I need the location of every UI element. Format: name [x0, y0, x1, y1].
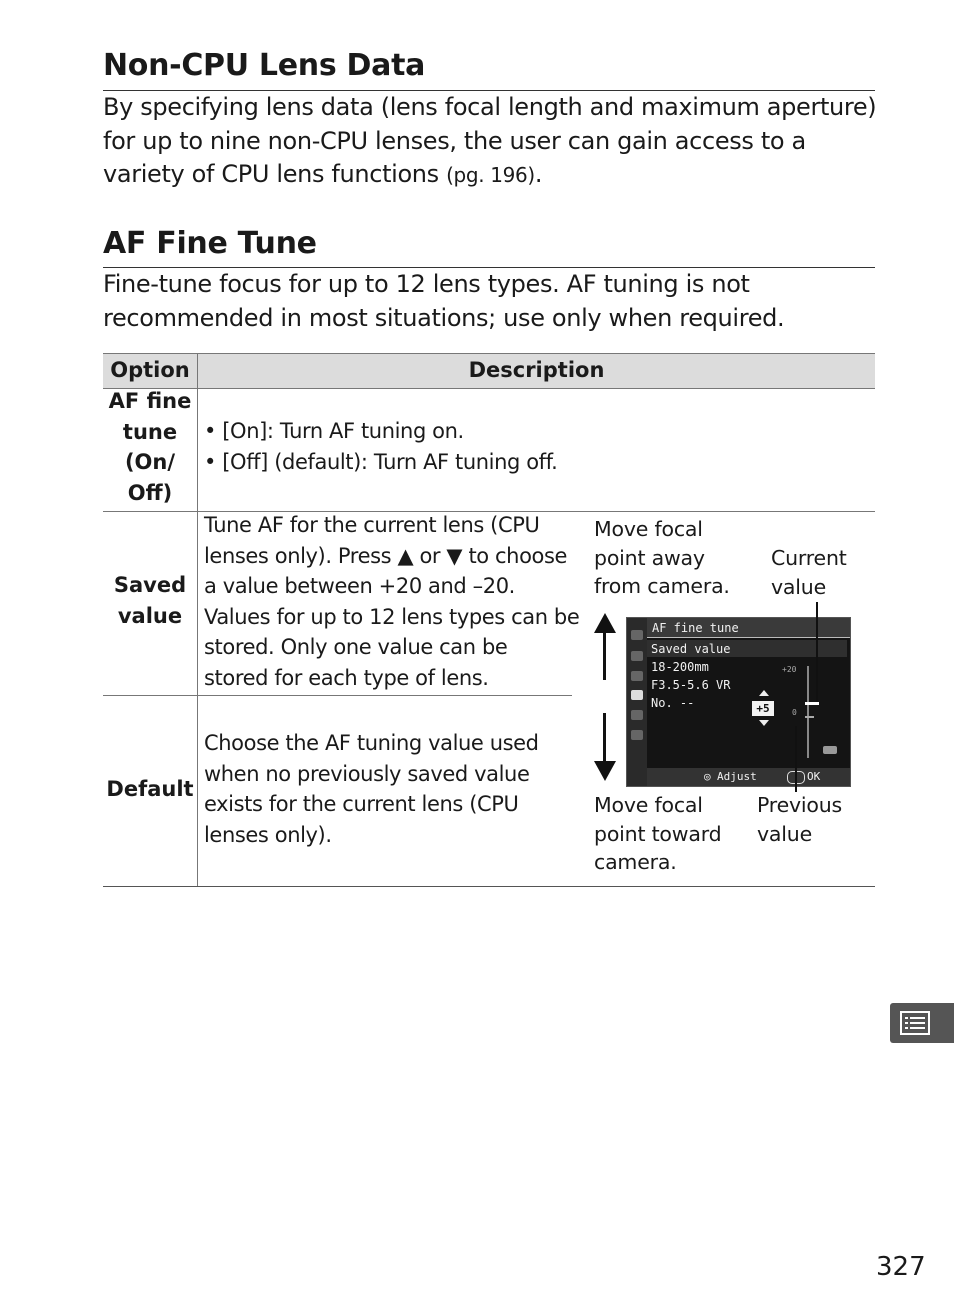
screen-menu-item: Saved value	[651, 642, 731, 656]
page-reference-link[interactable]: (pg. 196)	[446, 163, 535, 187]
screen-footer	[647, 768, 850, 786]
noncpu-period: .	[534, 160, 543, 188]
focus-plane-icon	[823, 746, 837, 754]
value-down-icon	[759, 720, 769, 726]
value-up-icon	[759, 690, 769, 696]
section-title-noncpu: Non-CPU Lens Data	[103, 48, 426, 83]
arrow-down-shaft	[603, 713, 606, 763]
description-saved-value: Tune AF for the current lens (CPU lenses only). Press ▲ or ▼ to choose a value between +20 and –20. Values for up to 12 lens types can be stored. Only one value can be stored for each type of lens.	[204, 513, 580, 690]
table-header	[103, 353, 875, 389]
screen-aperture: F3.5-5.6 VR	[651, 678, 731, 692]
adjust-label: Adjust	[717, 770, 757, 783]
section-title-aftune: AF Fine Tune	[103, 226, 317, 261]
noncpu-body: By specifying lens data (lens focal length and maximum aperture) for up to nine non-CPU lenses, the user can gain access to a variety of CPU lens functions	[103, 93, 877, 188]
description-default: Choose the AF tuning value used when no previously saved value exists for the current lens (CPU lenses only).	[204, 731, 539, 847]
scale-zero-label: 0	[792, 708, 797, 717]
page-number: 327	[876, 1252, 926, 1282]
caption-current-value: Current value	[771, 546, 847, 599]
current-value-leader	[816, 602, 818, 702]
option-default: Default	[106, 777, 194, 801]
wrench-icon	[631, 690, 643, 700]
arrow-down-icon	[594, 761, 616, 781]
tuning-value: +5	[752, 701, 774, 716]
custom-settings-icon	[631, 671, 643, 681]
table-divider	[197, 353, 198, 388]
menu-section-tab[interactable]	[890, 1003, 954, 1043]
option-saved-value: Saved value	[113, 573, 187, 628]
multi-selector-icon: ◎	[704, 770, 711, 783]
current-value-marker	[805, 702, 819, 705]
scale-bar	[807, 666, 809, 758]
header-description: Description	[468, 358, 605, 382]
previous-value-leader	[795, 726, 797, 792]
description-af-fine-tune	[204, 416, 557, 477]
shooting-icon	[631, 651, 643, 661]
screen-title: AF fine tune	[647, 618, 850, 638]
list-item: • [Off] (default): Turn AF tuning off.	[204, 447, 557, 478]
screen-lens: 18-200mm	[651, 660, 709, 674]
caption-previous-value: Previous value	[757, 793, 843, 846]
screen-number: No. --	[651, 696, 695, 710]
zero-marker	[805, 716, 814, 718]
caption-move-toward: Move focal point toward camera.	[594, 793, 722, 874]
menu-list-icon	[900, 1011, 930, 1035]
table-bottom-rule	[103, 886, 875, 887]
retouch-icon	[631, 710, 643, 720]
noncpu-paragraph	[103, 91, 883, 193]
playback-icon	[631, 630, 643, 640]
option-af-fine-tune: AF fine tune (On/ Off)	[108, 389, 192, 505]
caption-move-away: Move focal point away from camera.	[594, 517, 730, 598]
scale-top-label: +20	[782, 665, 797, 674]
table-divider	[197, 388, 198, 887]
row-divider	[103, 695, 572, 696]
aftune-paragraph: Fine-tune focus for up to 12 lens types. AF tuning is not recommended in most situations; use only when required.	[103, 270, 785, 332]
arrow-up-shaft	[603, 630, 606, 680]
my-menu-icon	[631, 730, 643, 740]
list-item: • [On]: Turn AF tuning on.	[204, 416, 557, 447]
header-option: Option	[110, 358, 190, 382]
menu-tabs	[627, 618, 647, 786]
ok-label: OK	[807, 770, 821, 783]
